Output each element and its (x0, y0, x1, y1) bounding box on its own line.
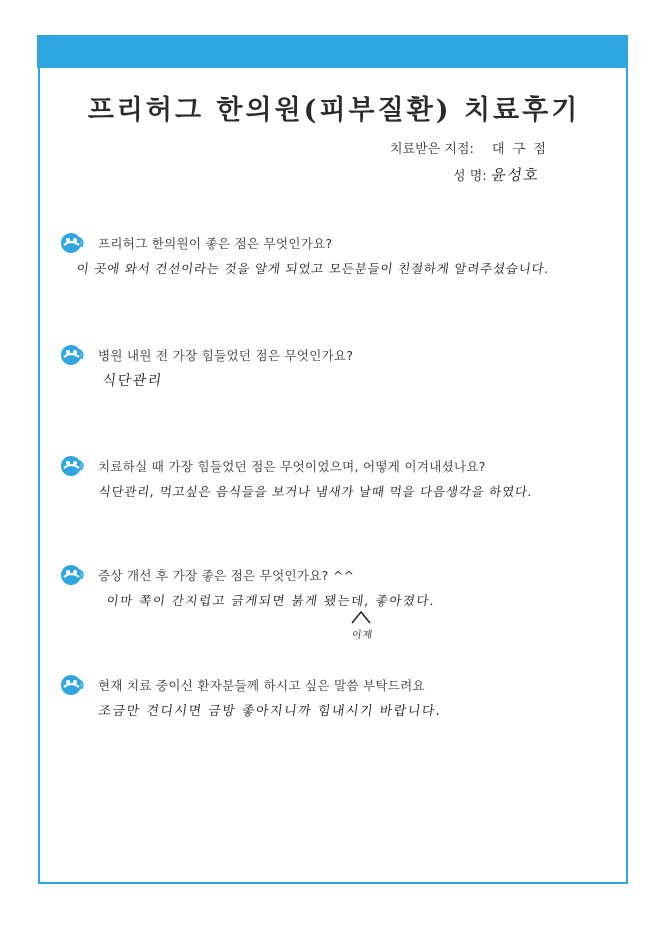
answer-text: 식단관리 (101, 373, 164, 389)
question-text: 치료하실 때 가장 힘들었던 점은 무엇이었으며, 어떻게 이겨내셨나요? (98, 459, 486, 474)
question-text: 병원 내원 전 가장 힘들었던 점은 무엇인가요? (98, 348, 354, 363)
answer-text: 이마 쪽이 간지럽고 긁게되면 붉게 됐는데, 좋아졌다. (105, 593, 437, 608)
branch-value: 대 구 점 (492, 142, 548, 157)
branch-label: 치료받은 지점: (390, 142, 474, 157)
hug-logo-icon (60, 674, 88, 696)
hug-logo-icon (60, 455, 88, 477)
question-text: 프리허그 한의원이 좋은 점은 무엇인가요? (98, 236, 333, 251)
name-row (453, 164, 541, 185)
header-band (37, 35, 628, 68)
name-value: 윤성호 (489, 166, 541, 184)
answer-text: 조금만 견디시면 금방 좋아지니까 힘내시기 바랍니다. (97, 704, 443, 719)
name-label: 성 명: (453, 169, 487, 184)
qa-item-4 (60, 564, 437, 641)
hug-logo-icon (60, 564, 88, 586)
hug-logo-icon (60, 232, 88, 254)
answer-text: 식단관리, 먹고싶은 음식들을 보거나 냄새가 날때 먹을 다음생각을 하였다. (97, 484, 534, 499)
question-text: 증상 개선 후 가장 좋은 점은 무엇인가요? ^^ (98, 568, 355, 583)
insertion-note: 이제 (350, 630, 374, 641)
qa-item-5 (60, 674, 443, 719)
insertion-caret-icon (350, 610, 372, 624)
answer-text: 이 곳에 와서 건선이라는 것을 알게 되었고 모든분들이 친절하게 알려주셨습니다. (75, 261, 551, 276)
qa-item-2 (60, 344, 353, 390)
hug-logo-icon (60, 344, 88, 366)
qa-item-1 (60, 232, 551, 277)
question-text: 현재 치료 중이신 환자분들께 하시고 싶은 말씀 부탁드려요 (98, 678, 425, 693)
branch-row (390, 138, 548, 157)
page-title: 프리허그 한의원(피부질환) 치료후기 (87, 95, 581, 126)
qa-item-3 (60, 455, 534, 500)
